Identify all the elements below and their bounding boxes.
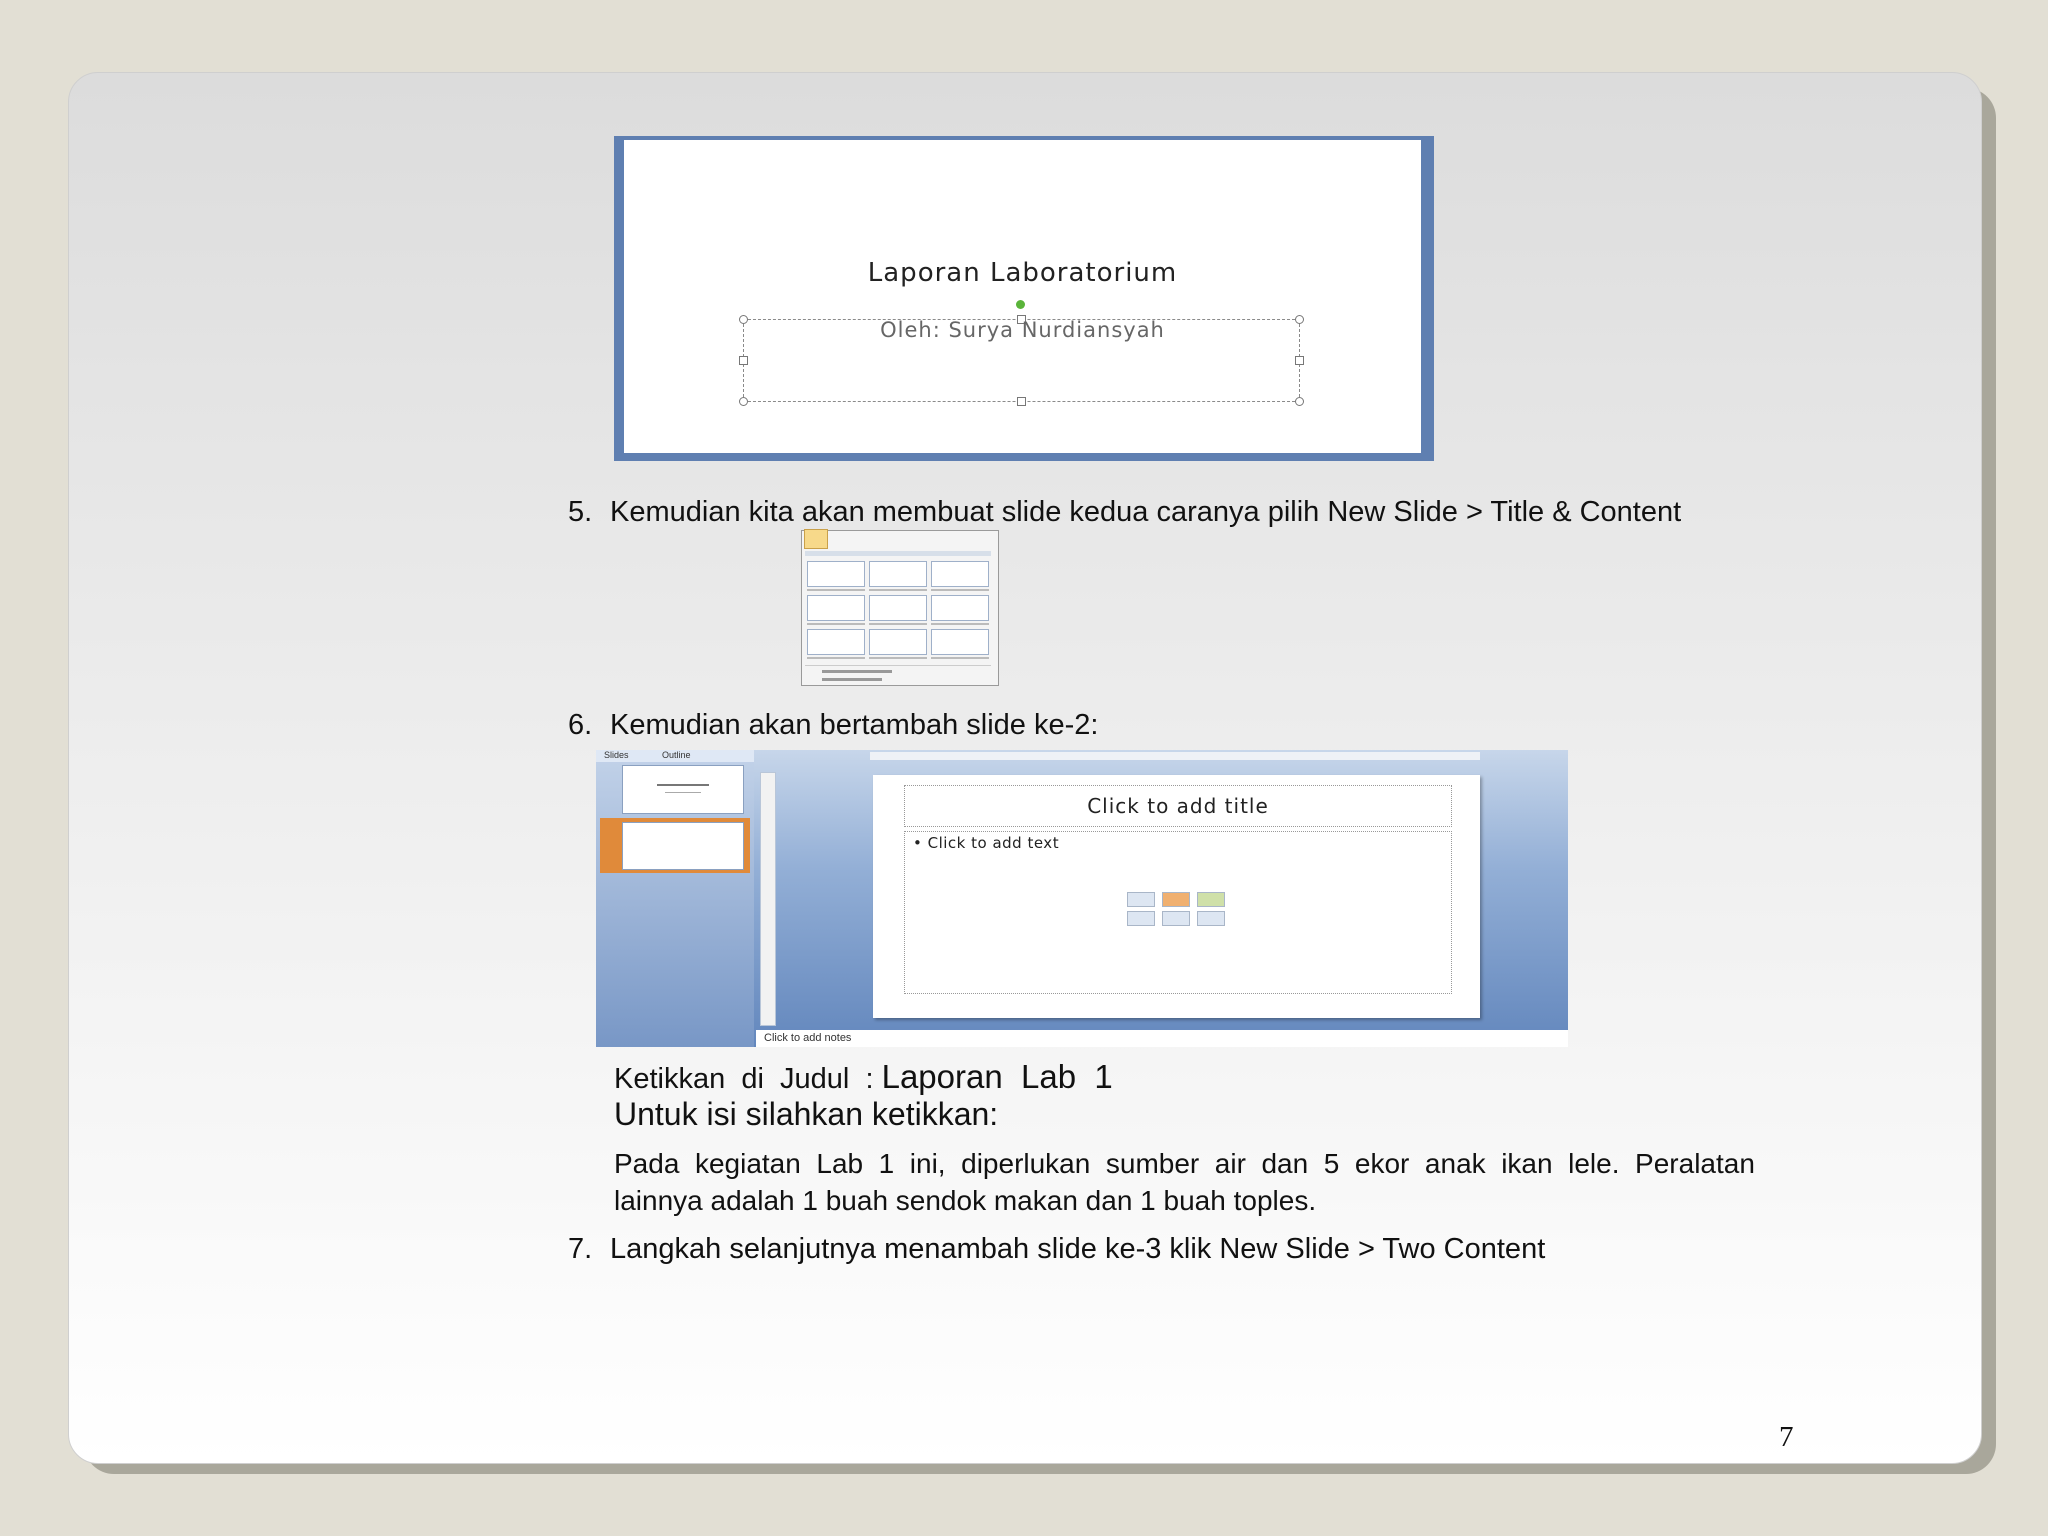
tab-outline: Outline — [662, 750, 691, 760]
title-slide-canvas — [624, 140, 1421, 453]
layout-label — [807, 623, 865, 625]
resize-handle — [739, 356, 748, 365]
title-slide-subtitle: Oleh: Surya Nurdiansyah — [880, 318, 1165, 342]
layout-thumb — [807, 595, 865, 621]
layout-thumb — [869, 595, 927, 621]
layout-label — [869, 657, 927, 659]
title-placeholder: Click to add title — [904, 785, 1452, 827]
layout-label — [869, 589, 927, 591]
layout-thumb — [931, 595, 989, 621]
insert-table-icon — [1127, 892, 1155, 907]
slides-panel — [596, 750, 754, 1047]
thumb-title-line — [657, 784, 709, 786]
thumb-subtitle-line — [665, 792, 701, 793]
insert-smartart-icon — [1197, 892, 1225, 907]
slides-panel-tabs — [596, 750, 754, 762]
resize-handle — [739, 397, 748, 406]
title-instruction-value: Laporan Lab 1 — [881, 1058, 1113, 1095]
body-placeholder-label: Click to add text — [927, 834, 1060, 852]
new-slide-icon — [804, 529, 828, 549]
vertical-ruler — [760, 772, 776, 1026]
layout-label — [931, 589, 989, 591]
step-6-number: 6. — [568, 709, 593, 741]
menu-item-bar — [822, 678, 882, 681]
menu-item-bar — [822, 670, 892, 673]
powerpoint-window-screenshot — [596, 750, 1568, 1047]
horizontal-ruler — [870, 752, 1480, 760]
resize-handle — [1295, 397, 1304, 406]
slide-thumbnail-2 — [622, 822, 744, 870]
gallery-header — [805, 551, 991, 556]
step-7-number: 7. — [568, 1233, 593, 1265]
slide-thumbnail-1 — [622, 765, 744, 814]
divider — [805, 665, 991, 666]
body-text-line-2: lainnya adalah 1 buah sendok makan dan 1 buah toples. — [614, 1185, 1317, 1216]
layout-thumb — [807, 561, 865, 587]
layout-thumb — [869, 629, 927, 655]
tab-slides: Slides — [604, 750, 629, 760]
content-placeholder — [904, 831, 1452, 994]
slide-canvas — [873, 775, 1480, 1018]
layout-thumb — [931, 561, 989, 587]
title-instruction — [614, 1058, 1113, 1096]
layout-thumb — [931, 629, 989, 655]
insert-chart-icon — [1162, 892, 1190, 907]
layout-thumb — [807, 629, 865, 655]
body-text-line-1: Pada kegiatan Lab 1 ini, diperlukan sumber air dan 5 ekor anak ikan lele. Peralatan — [614, 1148, 1755, 1179]
title-slide-title: Laporan Laboratorium — [867, 258, 1178, 288]
title-instruction-prefix: Ketikkan di Judul : — [614, 1063, 874, 1095]
step-7-text: Langkah selanjutnya menambah slide ke-3 klik New Slide > Two Content — [610, 1233, 1546, 1265]
step-5-text: Kemudian kita akan membuat slide kedua caranya pilih New Slide > Title & Content — [610, 496, 1682, 528]
notes-pane: Click to add notes — [756, 1030, 1568, 1047]
layout-label — [807, 589, 865, 591]
step-5-number: 5. — [568, 496, 593, 528]
insert-picture-icon — [1127, 911, 1155, 926]
layout-label — [869, 623, 927, 625]
content-placeholder-text: • Click to add text — [913, 834, 1060, 852]
rotate-handle — [1016, 300, 1025, 309]
insert-clipart-icon — [1162, 911, 1190, 926]
insert-media-icon — [1197, 911, 1225, 926]
layout-label — [931, 623, 989, 625]
layout-label — [931, 657, 989, 659]
resize-handle — [1017, 397, 1026, 406]
page-number: 7 — [1779, 1421, 1794, 1453]
layout-gallery-screenshot — [801, 530, 999, 686]
layout-label — [807, 657, 865, 659]
step-6-text: Kemudian akan bertambah slide ke-2: — [610, 709, 1099, 741]
title-slide-screenshot — [614, 136, 1434, 461]
content-instruction: Untuk isi silahkan ketikkan: — [614, 1096, 999, 1132]
layout-thumb — [869, 561, 927, 587]
resize-handle — [1295, 356, 1304, 365]
